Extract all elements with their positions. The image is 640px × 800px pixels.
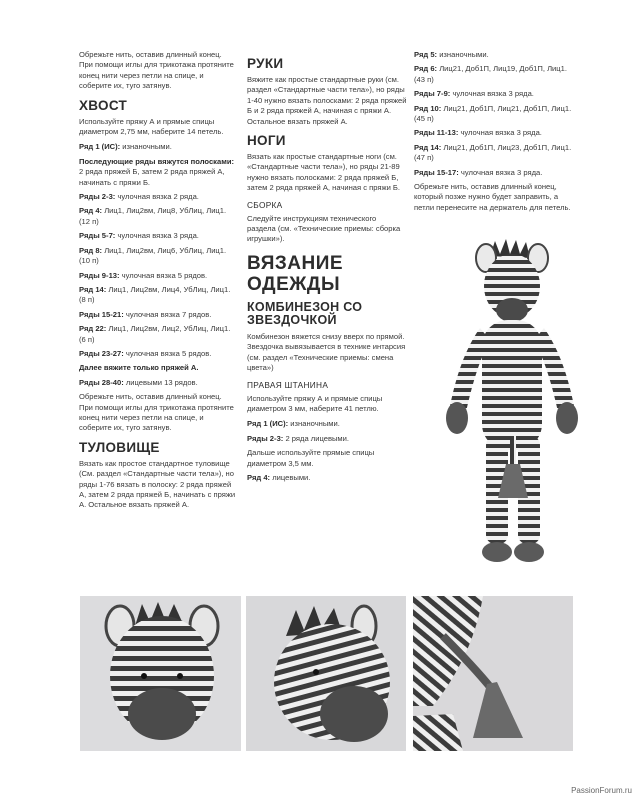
tail-heading: ХВОСТ [79,97,128,113]
assembly-heading: СБОРКА [247,199,283,210]
pattern-row [79,378,237,388]
row-label: Ряды 7-9: [414,89,451,99]
row-text: чулочная вязка 2 ряда. [115,192,199,202]
continued-rows [414,50,574,178]
row-label: Ряды 15-17: [414,167,459,177]
row-text: чулочная вязка 3 ряда. [115,231,199,241]
pattern-row [79,310,237,320]
overall-heading: КОМБИНЕЗОН СО ЗВЕЗДОЧКОЙ [247,299,363,328]
row-label: Ряды 23-27: [79,348,124,358]
row-label: Ряды 28-40: [79,377,124,387]
row-text: Лиц21, Доб1П, Лиц23, Доб1П, Лиц1. (47 п) [414,142,572,163]
pattern-row [79,192,237,202]
row-text: чулочная вязка 5 рядов. [119,270,208,280]
row-text: Лиц1, Лиц2вм, Лиц6, УбЛиц, Лиц1. (10 п) [79,245,227,266]
pattern-row [79,231,237,241]
row-text: чулочная вязка 3 ряда. [458,128,542,138]
pattern-row [414,128,574,138]
row-text: Лиц21, Доб1П, Лиц19, Доб1П, Лиц1. (43 п) [414,64,567,84]
legs-heading: НОГИ [247,133,286,149]
row-text: Лиц1, Лиц2вм, Лиц2, УбЛиц, Лиц1. (6 п) [79,324,231,344]
row-label: Ряд 6: [414,64,438,74]
pattern-row [79,349,237,359]
row-text: изнаночными. [437,50,489,59]
watermark: PassionForum.ru [571,785,632,795]
row-label: Ряд 22: [79,324,107,334]
tail-outro: Обрежьте нить, оставив длинный конец. При помощи иглы для трикотажа протяните конец нити через петли на спице, и соберите их, туго затянув. [79,392,234,433]
pattern-row [247,473,407,483]
row-text: 2 ряда лицевыми. [283,433,350,443]
row-label: Ряды 9-13: [79,270,120,280]
pattern-row [79,246,237,267]
row-text: Лиц21, Доб1П, Лиц21, Доб1П, Лиц1. (45 п) [414,103,572,124]
pattern-row [414,104,574,125]
body-heading: ТУЛОВИЩЕ [79,439,160,455]
pattern-row [414,64,574,85]
row-label: Ряды 11-13: [414,128,459,138]
row-label: Ряд 10: [414,103,442,113]
right-leg-rows [247,419,407,483]
row-label: Ряд 14: [79,284,107,294]
row-text: 2 ряда пряжей Б, затем 2 ряда пряжей А, начинать с пряжи Б. [79,167,225,187]
row-label: Ряд 8: [79,245,103,255]
row-label: Ряд 5: [414,50,438,59]
right-leg-outro: Обрежьте нить, оставив длинный конец, который позже нужно будет заправить, а петли перенесите на держатель для петель. [414,182,571,212]
row-label: Ряды 2-3: [79,192,116,202]
row-label: Ряды 5-7: [79,231,116,241]
pattern-row [414,143,574,164]
row-label: Ряды 15-21: [79,309,124,319]
row-label: Ряд 1 (ИС): [247,419,289,429]
row-text: чулочная вязка 3 ряда. [450,89,534,99]
intro-paragraph: Обрежьте нить, оставив длинный конец. При помощи иглы для трикотажа протяните конец нити через петли на спице, и соберите их, туго затянув. [79,50,234,91]
right-leg-text: Используйте пряжу А и прямые спицы диаметром 3 мм, наберите 41 петлю. [247,393,383,413]
column-left [79,50,237,516]
pattern-row [79,324,237,345]
row-text: Лиц1, Лиц2вм, Лиц8, УбЛиц, Лиц1. (12 п) [79,206,227,226]
clothes-heading: ВЯЗАНИЕ ОДЕЖДЫ [247,252,344,295]
row-label: Ряды 2-3: [247,433,284,443]
row-text: чулочная вязка 5 рядов. [123,348,212,358]
pattern-row [414,89,574,99]
column-middle [247,50,407,487]
assembly-text: Следуйте инструкциям технического раздела (см. «Технические приемы: сборка игрушки»). [247,213,401,244]
zebra-head-front-photo [80,596,241,751]
row-text: Лиц1, Лиц2вм, Лиц4, УбЛиц, Лиц1. (8 п) [79,284,231,305]
pattern-row [79,142,237,152]
row-label: Далее вяжите только пряжей А. [79,363,199,373]
row-label: Ряд 4: [79,206,103,216]
row-text: чулочная вязка 7 рядов. [123,309,212,319]
arms-heading: РУКИ [247,56,284,71]
pattern-row [414,168,574,178]
pattern-row [414,50,574,60]
row-text: изнаночными. [120,142,172,152]
arms-text: Вяжите как простые стандартные руки (см. раздел «Стандартные части тела»), но ряды 1-40 нужно вязать полосками: 2 ряда пряжей Б и 2 ряда пряжей А, начиная с пряжи А. Остальное вязать пряжей А. [247,75,407,126]
row-text: лицевыми 13 рядов. [123,377,198,387]
column-right [414,50,574,218]
zebra-head-side-photo [246,596,406,751]
row-text: чулочная вязка 3 ряда. [458,167,543,177]
right-leg-heading: ПРАВАЯ ШТАНИНА [247,379,329,390]
zebra-tail-photo [413,596,573,751]
row-text: изнаночными. [288,419,340,429]
body-text: Вязать как простое стандартное туловище (См. раздел «Стандартные части тела»), но ряды 1-76 вязать в полоску: 2 ряда пряжей А, затем 2 ряда пряжей Б, начинать с пряжи А. Остальное вязать пряжей А. [79,458,236,510]
zebra-toy-photo [430,236,595,574]
pattern-row [247,448,407,469]
pattern-row [79,363,237,373]
pattern-row [247,419,407,429]
pattern-row [79,271,237,281]
row-label: Ряд 14: [414,142,442,152]
tail-intro: Используйте пряжу А и прямые спицы диаметром 2,75 мм, наберите 14 петель. [79,116,224,137]
legs-text: Вязать как простые стандартные ноги (см. «Стандартные части тела»), но ряды 21-89 нужно вязать полосками: 2 ряда пряжей Б, затем 2 ряда пряжей А, начиная с пряжи Б. [247,152,401,193]
overall-text: Комбинезон вяжется снизу вверх по прямой. Звездочка вывязывается в технике интарсия (см. раздел «Технические приемы: смена цвета») [247,331,406,373]
row-label: Ряд 4: [247,472,271,482]
pattern-row [79,285,237,306]
pattern-row [79,206,237,227]
row-label: Ряд 1 (ИС): [79,142,121,152]
pattern-row [247,434,407,444]
pattern-row [79,157,237,188]
row-label: Последующие ряды вяжутся полосками: [79,156,235,166]
tail-rows [79,142,237,388]
row-text: Дальше используйте прямые спицы диаметром 3,5 мм. [247,448,375,468]
row-text: лицевыми. [270,472,311,482]
